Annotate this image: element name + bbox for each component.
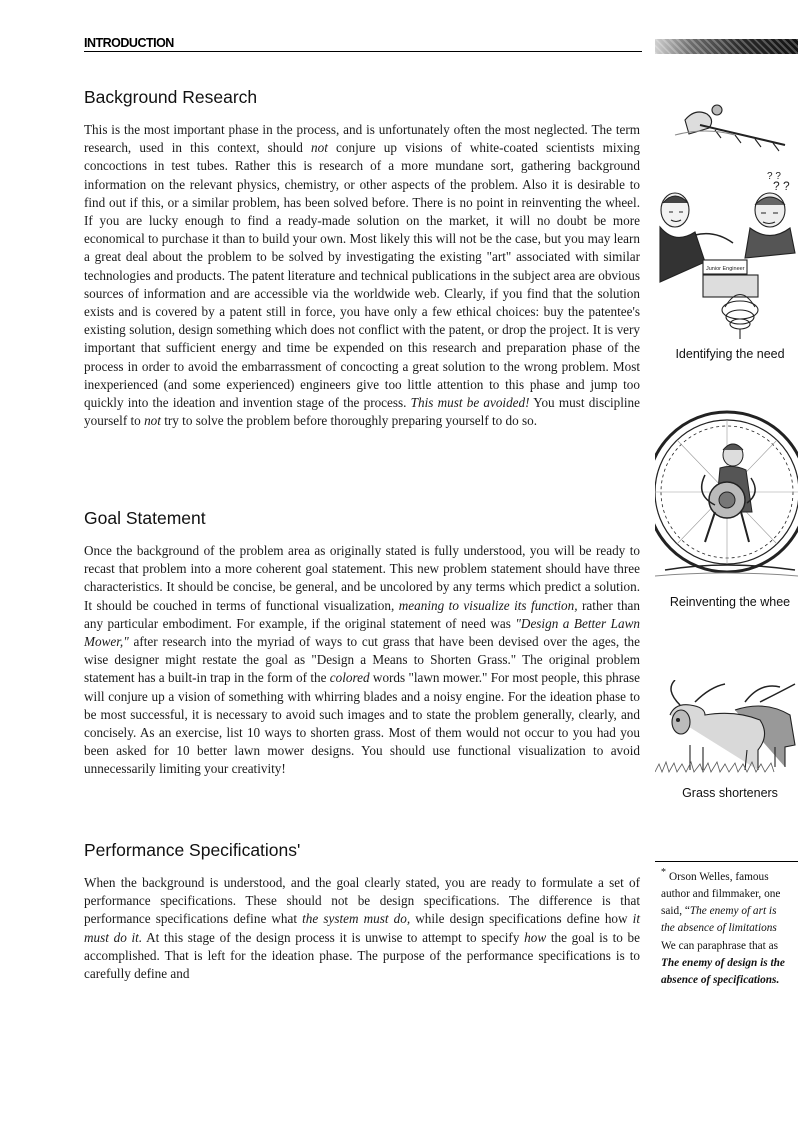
text-run: When the background is understood, and the goal clearly stated, you are ready to formulate a set of performance specifications. These should not be design specifications. The difference is that performance specifications define what [84,875,640,927]
text-run: Once the background of the problem area as originally stated is fully understood, you will be ready to recast that problem into a more coherent goal statement. This new problem statement should have three characteristics. It should be concise, be general, and be uncolored by any terms which predict a solution. It should be couched in terms of functional visualization, [84,543,640,613]
footnote-line: author and filmmaker, one [661,887,781,900]
text-run: This is the most important phase in the process, and is unfortunately often the most neglected. The term research, used in this context, should [84,122,640,156]
footnote-line: the absence of limitations [661,922,777,935]
emphasis-run: meaning to visualize its function, [398,597,578,613]
junior-engineer-label: Junior Engineer [706,266,745,272]
footnote-line: absence of specifications. [661,973,780,986]
figure-caption-grass-shorteners: Grass shorteners [682,786,778,800]
identifying-the-need-illustration [655,95,798,340]
svg-text:? ?: ? ? [773,179,790,193]
header-rule [84,51,642,52]
footnote-rule [655,861,798,862]
grass-shorteners-illustration [655,680,798,780]
emphasis-run: "Design a Better Lawn Mower," [84,615,640,650]
text-run: At this stage of the design process it is unwise to attempt to specify [142,929,525,945]
paragraph-performance-specifications [84,874,640,983]
text-run: after research into the myriad of ways to cut grass that have been devised over the ages, the wise designer might restate the goal as "Design a Means to Shorten Grass." The original problem statement has a built-in trap in the form of the [84,634,640,686]
section-heading-goal-statement: Goal Statement [84,508,206,528]
emphasis-run: not [144,413,161,429]
text-run: You must discipline yourself to [84,395,640,429]
footnote-line: The enemy of design is the [661,956,785,969]
section-heading-performance-specifications: Performance Specifications' [84,840,301,860]
footnote-line: We can paraphrase that as [661,939,779,952]
paragraph-goal-statement [84,542,640,779]
reinventing-the-wheel-illustration [655,400,798,580]
paragraph-background-research [84,121,640,430]
figure-caption-identifying-the-need: Identifying the need [675,347,785,361]
header-halftone-band [655,39,798,54]
emphasis-run: not [311,140,328,156]
text-run: try to solve the problem before thoroughly preparing yourself to do so. [160,413,538,429]
svg-text:? ?: ? ? [767,171,781,182]
section-heading-background-research: Background Research [84,87,258,107]
text-run: conjure up visions of white-coated scientists mixing concoctions in test tubes. Rather this is research of a more mundane sort, gathering background information on the relevant physics, chemistry, or other aspects of the problem. Also it is desirable to find out if this, or a similar problem, has been solved before. There is no point in reinventing the wheel. If you are lucky enough to find a ready-made solution on the market, it will no doubt be more economical to purchase it than to build your own. Most likely this will not be the case, but you may learn a great deal about the problem to be solved by investigating the existing "art" associated with similar technologies and products. The patent literature and technical publications in the subject area are obvious sources of information and are accessible via the worldwide web. Clearly, if you find that the solution exists and is covered by a patent still in force, you have only a few ethical choices: buy the patentee's existing solution, design something which does not conflict with the patent, or drop the project. It is very important that sufficient energy and time be expended on this research and preparation phase of the process in order to avoid the embarrassment of concocting a great solution to the wrong problem. Most inexperienced (and some experienced) engineers give too little attention to this phase and jump too quickly into the ideation and invention stage of the process. [84,140,640,411]
emphasis-run: colored [329,670,370,686]
footnote [661,864,798,989]
footnote-line: said, “The enemy of art is [661,905,777,918]
footnote-line: * Orson Welles, famous [661,867,769,883]
text-run: words "lawn mower." For most people, this phrase will conjure up a vision of something with whirring blades and a noisy engine. For the ideation phase to be most successful, it is necessary to avoid such images and to state the problem generally, clearly, and concisely. As an exercise, list 10 ways to shorten grass. Most of them would not occur to you had you been asked for 10 better lawn mower designs. You should use functional visualization to avoid unnecessarily limiting your creativity! [84,670,640,777]
emphasis-run: it must do it. [84,911,640,945]
figure-caption-reinventing-the-wheel: Reinventing the whee [669,595,791,609]
emphasis-run: This must be avoided! [410,395,530,411]
text-run: while design specifications define how [410,911,633,927]
footnote-mark: * [661,867,666,878]
text-run: rather than any particular embodiment. For example, if the original statement of need was [84,597,640,631]
running-head: INTRODUCTION [84,36,174,50]
text-run: the goal is to be accomplished. That is left for the ideation phase. The purpose of the performance specifications is to carefully define and [84,929,640,982]
emphasis-run: the system must do, [302,911,411,927]
emphasis-run: how [524,929,547,945]
